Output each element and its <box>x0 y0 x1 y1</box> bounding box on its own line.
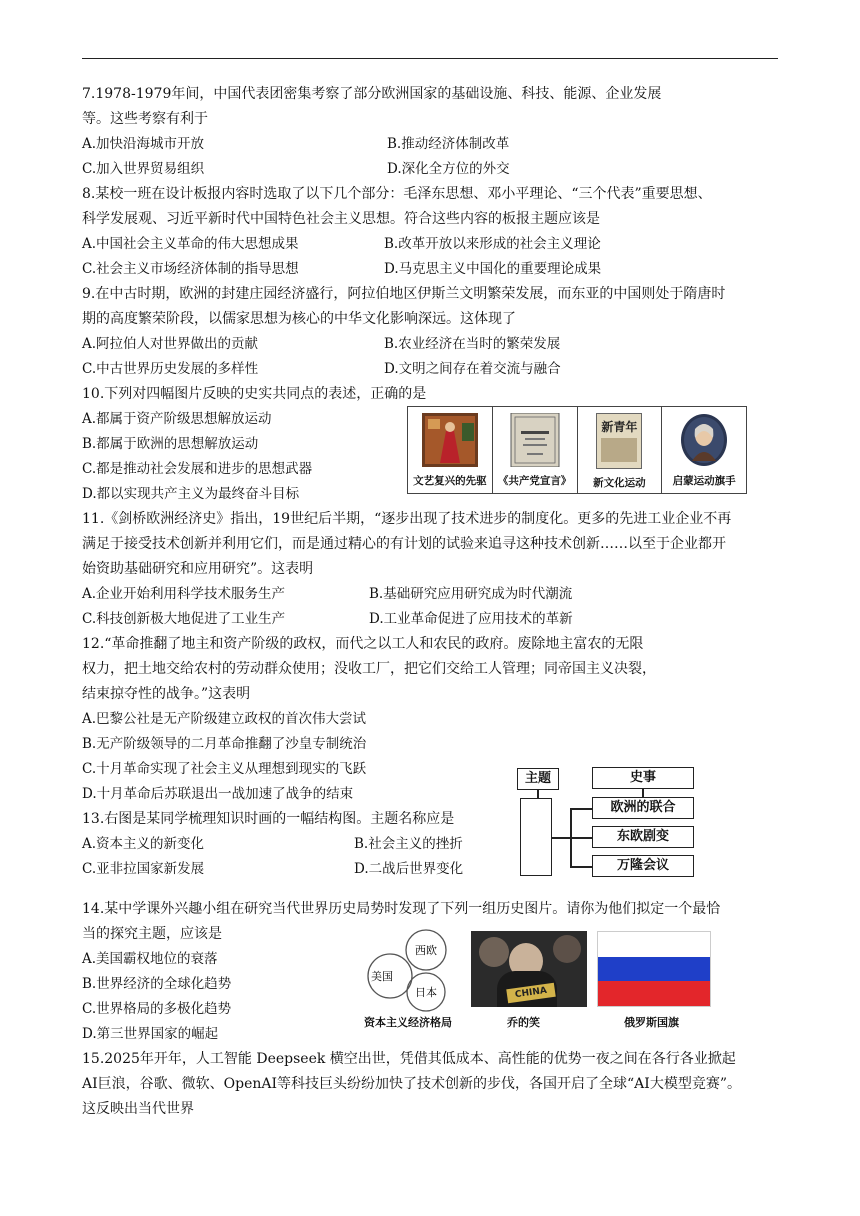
q8-stem-line1: 8.某校一班在设计板报内容时选取了以下几个部分：毛泽东思想、邓小平理论、“三个代表”重要思想、 <box>82 186 712 202</box>
diagram-event-1: 欧洲的联合 <box>592 797 694 819</box>
q14-stem-line1: 14.某中学课外兴趣小组在研究当代世界历史局势时发现了下列一组历史图片。请你为他们拟定一个最恰 <box>82 901 721 917</box>
q14-venn-diagram <box>360 928 464 1012</box>
q10-option-d[interactable]: D.都以实现共产主义为最终奋斗目标 <box>82 486 300 502</box>
q11-option-b[interactable]: B.基础研究应用研究成为时代潮流 <box>369 586 573 602</box>
q9-option-a[interactable]: A.阿拉伯人对世界做出的贡献 <box>82 336 259 352</box>
q7-stem-line2: 等。这些考察有利于 <box>82 111 208 127</box>
q15-stem-line2: AI巨浪，谷歌、微软、OpenAI等科技巨头纷纷加快了技术创新的步伐，各国开启了全球“AI大模型竞赛”。 <box>82 1076 741 1092</box>
portrait-icon <box>676 413 732 467</box>
q14-stem-line2: 当的探究主题，应该是 <box>82 926 222 942</box>
q12-stem-line3: 结束掠夺性的战争。”这表明 <box>82 686 251 702</box>
manifesto-cover-icon <box>507 413 563 467</box>
q14-option-d[interactable]: D.第三世界国家的崛起 <box>82 1026 219 1042</box>
china-sign: CHINA <box>506 983 555 1004</box>
q9-stem-line1: 9.在中古时期，欧洲的封建庄园经济盛行，阿拉伯地区伊斯兰文明繁荣发展，而东亚的中国则处于隋唐时 <box>82 286 726 302</box>
q8-option-a[interactable]: A.中国社会主义革命的伟大思想成果 <box>82 236 299 252</box>
q14-caption-2: 乔的笑 <box>507 1016 540 1029</box>
magazine-title: 新青年 <box>601 420 638 434</box>
q7-option-d[interactable]: D.深化全方位的外交 <box>387 161 510 177</box>
q11-option-c[interactable]: C.科技创新极大地促进了工业生产 <box>82 611 286 627</box>
q7-option-c[interactable]: C.加入世界贸易组织 <box>82 161 205 177</box>
q15-stem-line3: 这反映出当代世界 <box>82 1101 194 1117</box>
q14-option-c[interactable]: C.世界格局的多极化趋势 <box>82 1001 232 1017</box>
q9-stem-line2: 期的高度繁荣阶段，以儒家思想为核心的中华文化影响深远。这体现了 <box>82 311 516 327</box>
diagram-events-header: 史事 <box>592 767 694 789</box>
q13-option-b[interactable]: B.社会主义的挫折 <box>354 836 463 852</box>
q14-photo-laughing-man <box>471 931 587 1007</box>
diagram-topic-box <box>520 798 552 876</box>
q10-caption-2: 《共产党宣言》 <box>497 475 572 487</box>
q10-option-c[interactable]: C.都是推动社会发展和进步的思想武器 <box>82 461 313 477</box>
q11-stem-line1: 11.《剑桥欧洲经济史》指出，19世纪后半期，“逐步出现了技术进步的制度化。更多的先进工业企业不再 <box>82 511 732 527</box>
q12-option-b[interactable]: B.无产阶级领导的二月革命推翻了沙皇专制统治 <box>82 736 367 752</box>
q9-option-b[interactable]: B.农业经济在当时的繁荣发展 <box>384 336 561 352</box>
q10-picture-1 <box>408 407 493 493</box>
q11-option-a[interactable]: A.企业开始利用科学技术服务生产 <box>82 586 286 602</box>
q11-stem-line3: 始资助基础研究和应用研究”。这表明 <box>82 561 314 577</box>
q14-caption-3: 俄罗斯国旗 <box>624 1016 679 1029</box>
q10-option-b[interactable]: B.都属于欧洲的思想解放运动 <box>82 436 259 452</box>
q10-picture-3 <box>578 407 663 493</box>
q10-stem: 10.下列对四幅图片反映的史实共同点的表述，正确的是 <box>82 386 427 402</box>
painting-icon <box>422 413 478 467</box>
q7-stem-line1: 7.1978-1979年间，中国代表团密集考察了部分欧洲国家的基础设施、科技、能源、企业发展 <box>82 86 662 102</box>
venn-label-usa: 美国 <box>371 970 393 983</box>
q12-option-d[interactable]: D.十月革命后苏联退出一战加速了战争的结束 <box>82 786 354 802</box>
q14-option-a[interactable]: A.美国霸权地位的衰落 <box>82 951 218 967</box>
q8-option-b[interactable]: B.改革开放以来形成的社会主义理论 <box>384 236 601 252</box>
q13-option-a[interactable]: A.资本主义的新变化 <box>82 836 205 852</box>
q9-option-c[interactable]: C.中古世界历史发展的多样性 <box>82 361 259 377</box>
q10-picture-4 <box>662 407 746 493</box>
q10-picture-2 <box>493 407 578 493</box>
diagram-event-2: 东欧剧变 <box>592 826 694 848</box>
q10-option-a[interactable]: A.都属于资产阶级思想解放运动 <box>82 411 272 427</box>
q14-caption-1: 资本主义经济格局 <box>364 1016 452 1029</box>
q7-option-b[interactable]: B.推动经济体制改革 <box>387 136 510 152</box>
q10-picture-strip <box>407 406 747 494</box>
q8-option-c[interactable]: C.社会主义市场经济体制的指导思想 <box>82 261 299 277</box>
q10-caption-4: 启蒙运动旗手 <box>672 475 736 487</box>
q9-option-d[interactable]: D.文明之间存在着交流与融合 <box>384 361 561 377</box>
q11-stem-line2: 满足于接受技术创新并利用它们，而是通过精心的有计划的试验来追寻这种技术创新……以至于企业都开 <box>82 536 726 552</box>
header-rule <box>82 58 778 59</box>
flag-stripe-red <box>598 981 710 1006</box>
q15-stem-line1: 15.2025年开年，人工智能 Deepseek 横空出世，凭借其低成本、高性能的优势一夜之间在各行各业掀起 <box>82 1051 736 1067</box>
q13-option-c[interactable]: C.亚非拉国家新发展 <box>82 861 205 877</box>
flag-stripe-white <box>598 932 710 957</box>
venn-label-western-europe: 西欧 <box>415 944 437 957</box>
q7-option-a[interactable]: A.加快沿海城市开放 <box>82 136 205 152</box>
venn-label-japan: 日本 <box>415 986 437 999</box>
q13-option-d[interactable]: D.二战后世界变化 <box>354 861 464 877</box>
russian-flag-icon <box>597 931 711 1007</box>
diagram-topic-label: 主题 <box>517 768 559 790</box>
flag-stripe-blue <box>598 957 710 982</box>
q12-option-a[interactable]: A.巴黎公社是无产阶级建立政权的首次伟大尝试 <box>82 711 367 727</box>
q10-caption-3: 新文化运动 <box>593 477 646 489</box>
q8-option-d[interactable]: D.马克思主义中国化的重要理论成果 <box>384 261 602 277</box>
q12-stem-line2: 权力，把土地交给农村的劳动群众使用；没收工厂，把它们交给工人管理；同帝国主义决裂， <box>82 661 656 677</box>
diagram-event-3: 万隆会议 <box>592 855 694 877</box>
q8-stem-line2: 科学发展观、习近平新时代中国特色社会主义思想。符合这些内容的板报主题应该是 <box>82 211 600 227</box>
q12-option-c[interactable]: C.十月革命实现了社会主义从理想到现实的飞跃 <box>82 761 367 777</box>
q13-stem: 13.右图是某同学梳理知识时画的一幅结构图。主题名称应是 <box>82 811 455 827</box>
q11-option-d[interactable]: D.工业革命促进了应用技术的革新 <box>369 611 573 627</box>
magazine-cover-icon <box>596 413 642 469</box>
q12-stem-line1: 12.“革命推翻了地主和资产阶级的政权，而代之以工人和农民的政府。废除地主富农的无限 <box>82 636 644 652</box>
q10-caption-1: 文艺复兴的先驱 <box>413 475 487 487</box>
q14-option-b[interactable]: B.世界经济的全球化趋势 <box>82 976 232 992</box>
